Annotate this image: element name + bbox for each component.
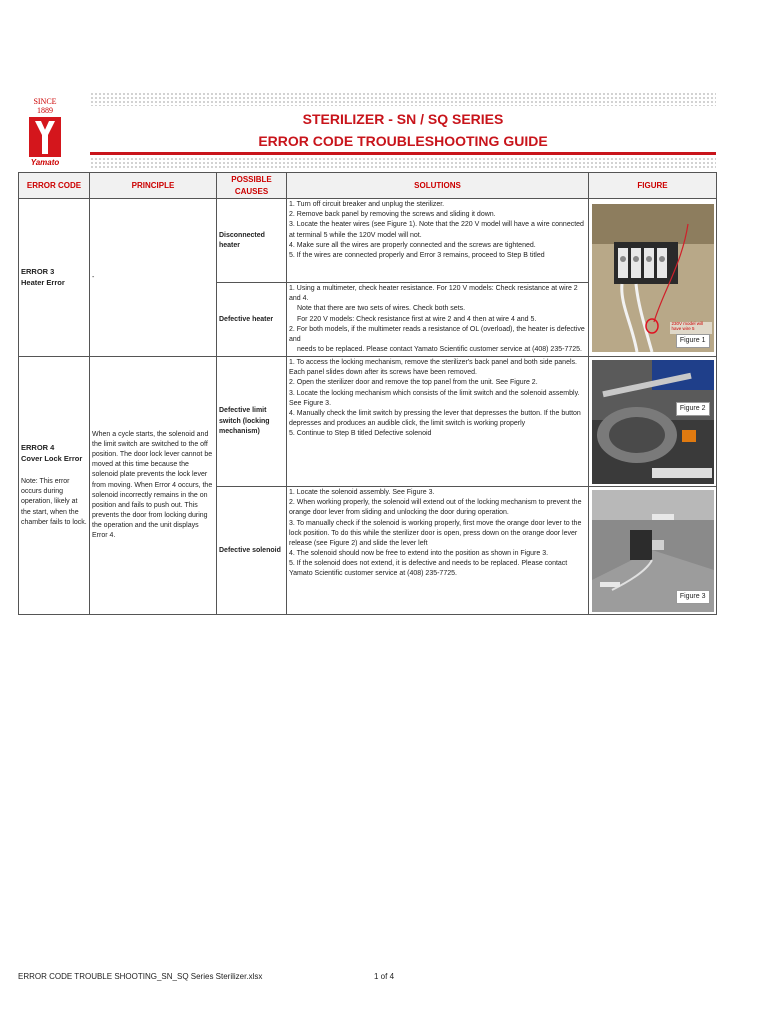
error3-solution2 [287, 283, 589, 357]
list-item: 3. Locate the heater wires (see Figure 1). Note that the 220 V model will have a wire connected at terminal 5 while the 120V model will not. [289, 221, 584, 239]
error3-principle: - [90, 199, 217, 357]
header-figure: FIGURE [589, 173, 717, 199]
list-item: 3. Locate the locking mechanism which consists of the limit switch and the solenoid assembly. See Figure 3. [289, 389, 580, 407]
list-item: 1. Turn off circuit breaker and unplug the sterilizer. [289, 201, 445, 209]
figure2-label: Figure 2 [676, 402, 710, 416]
header-error-code: ERROR CODE [19, 173, 90, 199]
list-item: Note that there are two sets of wires. Check both sets. [297, 305, 466, 313]
list-item: 4. The solenoid should now be free to extend into the position as shown in Figure 3. [289, 550, 549, 558]
error4-solution1 [287, 357, 589, 487]
error4-cause-defective-solenoid: Defective solenoid [217, 487, 287, 615]
header-principle: PRINCIPLE [90, 173, 217, 199]
error4-principle: When a cycle starts, the solenoid and the limit switch are switched to the off position. The door lock lever cannot be moved at this time because the solenoid plate prevents the lock lever from moving. When Error 4 occurs, the solenoid incorrectly remains in the on position and fails to push out. This prevents the door from locking during the operation and the unit displays Error 4. [90, 357, 217, 615]
locking-mechanism-photo-icon [592, 360, 714, 484]
title-divider [90, 152, 716, 155]
footer-page-number: 1 of 4 [374, 972, 395, 981]
header-dot-band-top [90, 92, 716, 106]
list-item: 1. Using a multimeter, check heater resistance. For 120 V models: Check resistance at wire 2 and 4. [289, 285, 578, 303]
error4-code: ERROR 4 [21, 443, 55, 453]
figure1-cell [589, 199, 717, 357]
list-item: 1. Locate the solenoid assembly. See Figure 3. [289, 489, 435, 497]
list-item: 5. If the wires are connected properly and Error 3 remains, proceed to Step B titled [289, 251, 545, 259]
list-item: 5. If the solenoid does not extend, it is defective and needs to be replaced. Please contact Yamato Scientific customer service at (408) 235-7725. [289, 560, 568, 578]
list-item: 1. To access the locking mechanism, remove the sterilizer's back panel and both side panels. Each panel slides down after its screws have been removed. [289, 359, 577, 377]
list-item: For 220 V models: Check resistance first at wire 2 and 4 then at wire 4 and 5. [297, 315, 537, 323]
list-item: 3. To manually check if the solenoid is working properly, first move the orange door lever to the lock position. To do this while the sterilizer door is open, press down on the orange door lever release (see Figure 2) and slide the lever left [289, 519, 582, 547]
error4-solution2 [287, 487, 589, 615]
list-item: 2. Remove back panel by removing the screws and sliding it down. [289, 211, 496, 219]
table-row-error4-cause1 [19, 357, 717, 487]
list-item: 2. Open the sterilizer door and remove the top panel from the unit. See Figure 2. [289, 379, 538, 387]
list-item: 2. For both models, if the multimeter reads a resistance of OL (overload), the heater is defective and [289, 325, 585, 343]
figure2-cell [589, 357, 717, 487]
error3-cause-disconnected-heater: Disconnected heater [217, 199, 287, 283]
figure3-cell [589, 487, 717, 615]
footer-filename: ERROR CODE TROUBLE SHOOTING_SN_SQ Series Sterilizer.xlsx [18, 972, 263, 981]
table-header-row [19, 173, 717, 199]
header-solutions: SOLUTIONS [287, 173, 589, 199]
troubleshooting-table [18, 172, 717, 615]
yamato-y-icon [29, 117, 61, 157]
error3-solution1 [287, 199, 589, 283]
figure1-image [592, 204, 714, 352]
list-item: 2. When working properly, the solenoid will extend out of the locking mechanism to prevent the orange door lever from sliding and unlocking the door during operation. [289, 499, 582, 517]
error3-code: ERROR 3 [21, 266, 55, 276]
figure3-image [592, 490, 714, 612]
list-item: 4. Manually check the limit switch by pressing the lever that depresses the button. If the button depresses and produces an audible click, the limit switch is working properly [289, 409, 581, 428]
figure2-image [592, 360, 714, 484]
error3-cause-defective-heater: Defective heater [217, 283, 287, 357]
error3-code-cell [19, 199, 90, 357]
list-item: 5. Continue to Step B titled Defective solenoid [289, 430, 432, 438]
error3-name: Heater Error [21, 277, 65, 287]
list-item: 4. Make sure all the wires are properly connected and the screws are tightened. [289, 241, 536, 249]
header-possible-causes: POSSIBLE CAUSES [217, 173, 287, 199]
logo-brand-text: Yamato [30, 158, 60, 167]
list-item: needs to be replaced. Please contact Yamato Scientific customer service at (408) 235-7725. [297, 346, 582, 354]
page-title-line1: STERILIZER - SN / SQ SERIES [302, 111, 504, 127]
error4-code-cell [19, 357, 90, 615]
figure1-label: Figure 1 [676, 334, 710, 348]
header-dot-band-bottom [90, 157, 716, 169]
figure1-note: 230V model will have wire 5 [671, 320, 704, 331]
logo-since-text: SINCE 1889 [33, 97, 57, 115]
error4-cause-limit-switch: Defective limit switch (locking mechanism) [217, 357, 287, 487]
error4-name: Cover Lock Error [21, 454, 83, 464]
yamato-logo [27, 97, 63, 167]
page-title-line2: ERROR CODE TROUBLESHOOTING GUIDE [258, 133, 548, 149]
table-row-error3-cause1 [19, 199, 717, 283]
error4-note: Note: This error occurs during operation, likely at the start, when the chamber fails to lock. [21, 478, 87, 526]
figure3-label: Figure 3 [676, 590, 710, 604]
